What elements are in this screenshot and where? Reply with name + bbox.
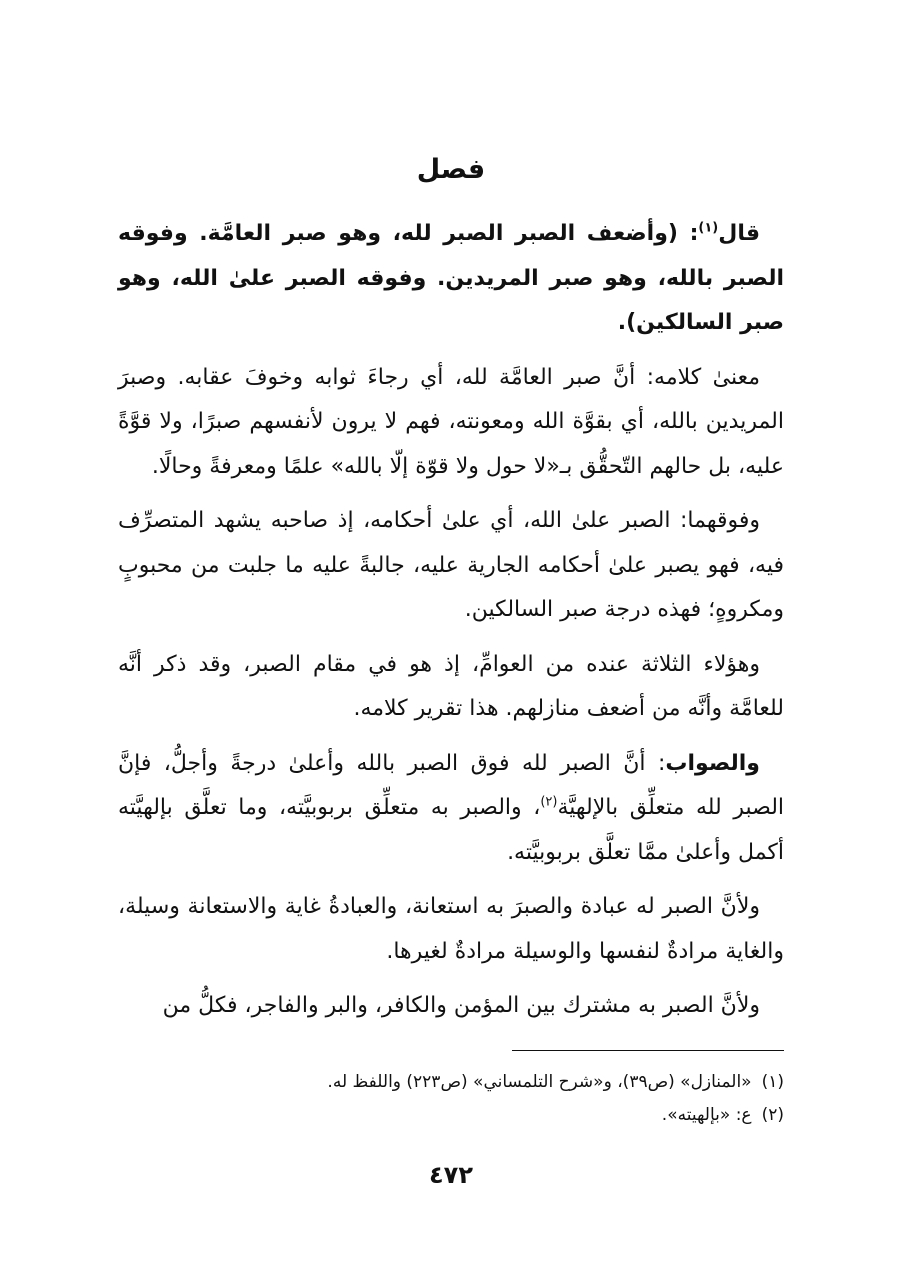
main-text	[118, 212, 784, 1039]
section-title: فصل	[416, 154, 486, 185]
paragraph-text: : أنَّ الصبر لله فوق الصبر بالله وأعلىٰ درجةً وأجلُّ، فإنَّ الصبر لله متعلِّق بالإلهيَّة	[118, 750, 785, 820]
footnote-divider	[512, 1050, 784, 1051]
footnote-item	[118, 1099, 784, 1132]
paragraph-commoners: وهؤلاء الثلاثة عنده من العوامِّ، إذ هو في مقام الصبر، وقد ذكر أنَّه للعامَّة وأنَّه من أضعف منازلهم. هذا تقرير كلامه.	[118, 651, 784, 721]
paragraph-worship-means: ولأنَّ الصبر له عبادة والصبرَ به استعانة، والعبادةُ غاية والاستعانة وسيلة، والغاية مرادةٌ لنفسها والوسيلة مرادةٌ لغيرها.	[118, 894, 784, 964]
paragraph-correct-view	[118, 742, 784, 876]
footnote-text: «المنازل» (ص٣٩)، و«شرح التلمساني» (ص٢٢٣) واللفظ له.	[327, 1072, 752, 1092]
footnote-number: (٢)	[761, 1105, 784, 1125]
paragraph-lead: قال	[718, 221, 760, 246]
footnotes	[118, 1066, 784, 1132]
paragraph-explanation: معنىٰ كلامه: أنَّ صبر العامَّة لله، أي رجاءَ ثوابه وخوفَ عقابه. وصبرَ المريدين بالله، أي بقوَّة الله ومعونته، فهم لا يرون لأنفسهم صبرًا، ولا قوَّةً عليه، بل حالهم التّحقُّق بـ«لا حول ولا قوّة إلّا بالله» علمًا ومعرفةً وحالًا.	[118, 364, 784, 479]
footnote-number: (١)	[761, 1072, 784, 1092]
footnote-mark-1[interactable]: (١)	[698, 220, 719, 236]
paragraph-text: : (وأضعف الصبر الصبر لله، وهو صبر العامَّة. وفوقه الصبر بالله، وهو صبر المريدين. وفوقه الصبر علىٰ الله، وهو صبر السالكين).	[118, 221, 784, 335]
footnote-mark-2[interactable]: (٢)	[540, 794, 558, 810]
paragraph-above-both: وفوقهما: الصبر علىٰ الله، أي علىٰ أحكامه، إذ صاحبه يشهد المتصرِّف فيه، فهو يصبر علىٰ أحكامه الجارية عليه، جالبةً عليه ما جلبت من محبوبٍ ومكروهٍ؛ فهذه درجة صبر السالكين.	[118, 508, 784, 622]
book-page	[118, 0, 784, 1271]
footnote-text: ع: «بإلهيته».	[661, 1105, 752, 1125]
paragraph-quote	[118, 212, 784, 346]
page-number: ٤٧٢	[429, 1161, 473, 1189]
paragraph-text: ، والصبر به متعلِّق بربوبيَّته، وما تعلَّق بإلهيَّته أكمل وأعلىٰ ممَّا تعلَّق بربوبيَّته.	[118, 795, 784, 865]
paragraph-shared: ولأنَّ الصبر به مشترك بين المؤمن والكافر، والبر والفاجر، فكلُّ من	[162, 993, 760, 1018]
paragraph-lead: والصواب	[665, 750, 760, 776]
footnote-item	[118, 1066, 784, 1099]
